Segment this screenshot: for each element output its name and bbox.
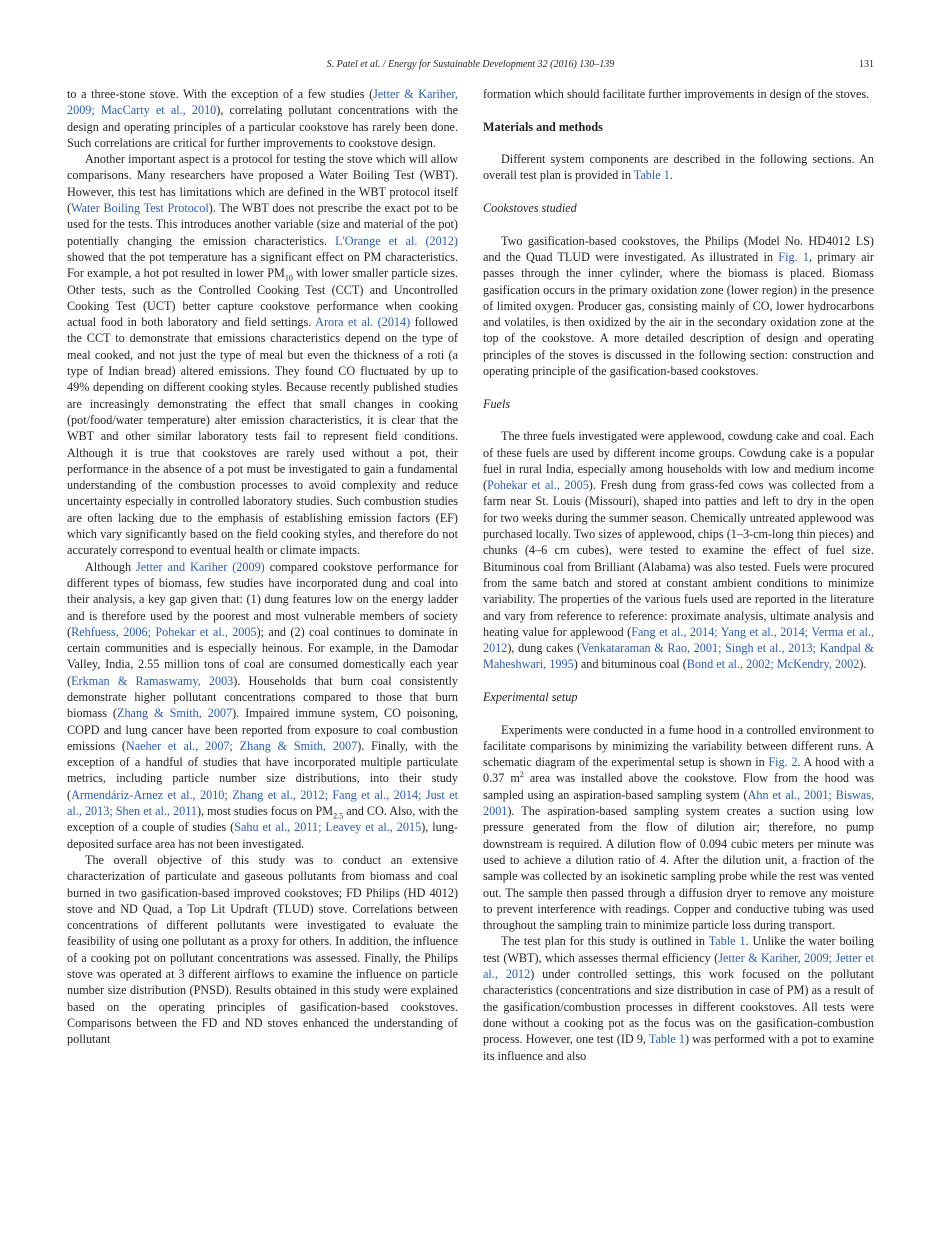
table-link[interactable]: Table 1 [648,1032,685,1047]
paragraph-intro-end: formation which should facilitate further improvements in design of the stoves. [483,87,870,101]
citation-link[interactable]: Jetter and Kariher (2009) [136,559,265,574]
subsection-heading-setup: Experimental setup [483,689,578,704]
citation-link[interactable]: Ahn et al., 2001; Biswas, 2001 [483,787,874,819]
paragraph-test-protocol: Another important aspect is a protocol for testing the stove which will allow comparisons. Many researchers have proposed a Water Boiling Test (WBT). However, this test has limitations which are defined in the WBT protocol itself (Water Boiling Test Protocol). The WBT does not prescribe the exact pot to be used for the tests. This introduces another variable (size and material of the pot) potentially changing the emission characteristics. L'Orange et al. (2012) showed that the pot temperature has a significant effect on PM characteristics. For example, a hot pot resulted in lower $PM_{10}$ with lower smaller particle sizes. Other tests, such as the Controlled Cooking Test (CCT) and Uncontrolled Cooking Test (UCT) better capture cookstove performance when cooking actual food in both laboratory and field settings. Arora et al. (2014) followed the CCT to demonstrate that emissions characteristics depend on the type of meal cooked, and not just the type of meal but even the thickness of a roti (a type of Indian bread) altered emissions. They found CO fluctuated by up to 49% depending on different cooking styles. Because recently published studies are increasingly demonstrating the effect that small changes in cooking (pot/food/water temperature) alter emission characteristics, it is clear that the WBT and other similar laboratory tests fail to represent field conditions. Although it is true that cookstoves are rarely used without a pot, their performance in the absence of a pot must be investigated to gain a fundamental understanding of the combustion processes to avoid complexity and reduce uncertainty especially in controlled laboratory studies. Such combustion studies are often lacking due to the emphasis of establishing emission factors (EF) which vary significantly based on the field cooking styles, and therefore do not accurately correspond to eventual health or climate impacts. [67,152,458,558]
citation-link[interactable]: Water Boiling Test Protocol [71,201,209,216]
citation-link[interactable]: Jetter & Kariher, 2009; MacCarty et al., 2010 [67,87,458,118]
citation-link[interactable]: Jetter & Kariher, 2009; Jetter et al., 2012 [483,950,874,982]
citation-link[interactable]: Rehfuess, 2006; Pohekar et al., 2005 [71,624,257,639]
right-column [483,86,874,1064]
section-heading-methods: Materials and methods [483,119,603,134]
citation-link[interactable]: L'Orange et al. (2012) [335,233,458,248]
figure-link[interactable]: Fig. 1 [778,249,809,264]
citation-link[interactable]: Fang et al., 2014; Yang et al., 2014; Verma et al., 2012 [483,624,874,656]
table-link[interactable]: Table 1 [708,934,746,949]
citation-link[interactable]: Zhang & Smith, 2007 [117,706,233,721]
paragraph-fuels: The three fuels investigated were applewood, cowdung cake and coal. Each of these fuels are used by different income groups. Cowdung cake is a popular fuel in rural India, especially among households with low and medium income (Pohekar et al., 2005). Fresh dung from grass-fed cows was collected from a farm near St. Louis (Missouri), shaped into patties and left to dry in the open for two weeks during the summer season. Chemically untreated applewood was purchased locally. Two sizes of applewood, chips (1–3-cm-long thin pieces) and chunks (4–6 cm cubes), were tested to examine the effect of fuel size. Bituminous coal from Brilliant (Alabama) was also tested. Fuels were procured from the same batch and stored at constant ambient conditions to minimize variability. The properties of the various fuels used are reported in the literature and vary from reference to reference: proximate analysis, ultimate analysis and heating value for applewood (Fang et al., 2014; Yang et al., 2014; Verma et al., 2012), dung cakes (Venkataraman & Rao, 2001; Singh et al., 2013; Kandpal & Maheshwari, 1995) and bituminous coal (Bond et al., 2002; McKendry, 2002). [483,429,875,672]
citation-link[interactable]: Naeher et al., 2007; Zhang & Smith, 2007 [125,738,358,753]
figure-link[interactable]: Fig. 2 [768,755,798,770]
paragraph-fuel-gap: Although Jetter and Kariher (2009) compared cookstove performance for different types of biomass, few studies have incorporated dung and coal into their analysis, a key gap given that: (1) dung features low on the energy ladder and is therefore used by the poorest and most vulnerable members of society (Rehfuess, 2006; Pohekar et al., 2005); and (2) coal continues to dominate in certain communities and is especially heinous. For example, in the Damodar Valley, India, 2.55 million tons of coal are consumed domestically each year (Erkman & Ramaswamy, 2003). Households that burn coal consistently demonstrate higher pollutant concentrations compared to those that burn biomass (Zhang & Smith, 2007). Impaired immune system, CO poisoning, COPD and lung cancer have been reported from exposure to coal combustion emissions (Naeher et al., 2007; Zhang & Smith, 2007). Finally, with the exception of a handful of studies that have incorporated multiple particulate metrics, including particle number size distributions, into their study (Armendáriz-Arnez et al., 2010; Zhang et al., 2012; Fang et al., 2014; Just et al., 2013; Shen et al., 2011), most studies focus on $PM_{2.5}$ and CO. Also, with the exception of a couple of studies (Sahu et al., 2011; Leavey et al., 2015), lung-deposited surface area has not been investigated. [67,559,459,851]
paragraph-test-plan: The test plan for this study is outlined in Table 1. Unlike the water boiling test (WBT), which assesses thermal efficiency (Jetter & Kariher, 2009; Jetter et al., 2012) under controlled settings, this work focused on the pollutant characteristics (concentrations and size distribution in case of PM) as a result of the gasification/combustion processes in different cookstoves. All tests were done without a cooking pot as the focus was on the gasification-combustion process. However, one test (ID 9, Table 1) was performed with a pot to examine its influence and also [483,934,874,1063]
citation-link[interactable]: Pohekar et al., 2005 [487,478,589,493]
subsection-heading-cookstoves: Cookstoves studied [483,201,577,216]
citation-link[interactable]: Erkman & Ramaswamy, 2003 [71,673,234,688]
citation-link[interactable]: Armendáriz-Arnez et al., 2010; Zhang et al., 2012; Fang et al., 2014; Just et al., 2013; Shen et al., 2011 [67,787,458,819]
running-head: S. Patel et al. / Energy for Sustainable Development 32 (2016) 130–139 [326,59,615,70]
paragraph-cookstoves: Two gasification-based cookstoves, the Philips (Model No. HD4012 LS) and the Quad TLUD were investigated. As illustrated in Fig. 1, primary air passes through the inner cylinder, where the biomass is placed. Biomass gasification occurs in the primary oxidation zone (lower region) in the presence of limited oxygen. Producer gas, consisting mainly of CO, lower hydrocarbons and volatiles, is then oxidized by the air in the secondary oxidation zone at the top of the cookstove. A more detailed description of design and operating principles of the stoves is discussed in the following section: construction and operating principle of the gasification-based cookstoves. [483,233,874,379]
citation-link[interactable]: Arora et al. (2014) [315,315,411,330]
citation-link[interactable]: Bond et al., 2002; McKendry, 2002 [686,657,860,672]
citation-link[interactable]: Venkataraman & Rao, 2001; Singh et al., 2013; Kandpal & Maheshwari, 1995 [483,641,875,672]
paragraph-intro-continued: to a three-stone stove. With the exception of a few studies (Jetter & Kariher, 2009; MacCarty et al., 2010), correlating pollutant concentrations with the design and operating principles of a particular cookstove has rarely been done. Such correlations are critical for further improvements to cookstove design. [67,87,458,150]
subsection-heading-fuels: Fuels [483,396,511,411]
paragraph-setup: Experiments were conducted in a fume hood in a controlled environment to facilitate comparisons by minimizing the variability between different runs. A schematic diagram of the experimental setup is shown in Fig. 2. A hood with a 0.37 $m^2$ area was installed above the cookstove. Flow from the hood was sampled using an aspiration-based sampling system (Ahn et al., 2001; Biswas, 2001). The aspiration-based sampling system creates a suction using low pressure generated from the flow of dilution air; therefore, no pump downstream is required. A dilution flow of 0.094 cubic meters per minute was used to achieve a dilution ratio of 4. After the dilution unit, a fraction of the sample was collected by an isokinetic sampling probe while the rest was vented out. The sample then passed through a diffusion dryer to remove any moisture to prevent interference with readings. Copper and conductive tubing was used throughout the sampling train to minimize particle loss during transport. [483,722,874,933]
page-header [67,57,874,73]
table-link[interactable]: Table 1 [633,168,670,183]
paragraph-methods: Different system components are described in the following sections. An overall test plan is provided in Table 1. [483,152,874,183]
citation-link[interactable]: Sahu et al., 2011; Leavey et al., 2015 [234,820,422,835]
page-number: 131 [859,59,874,70]
left-column [67,86,458,1048]
paragraph-objective: The overall objective of this study was to conduct an extensive characterization of particulate and gaseous pollutants from biomass and coal burned in two gasification-based improved cookstoves; FD Philips (HD 4012) stove and ND Quad, a Top Lit Updraft (TLUD) stove. Correlations between concentrations of different pollutants were investigated to evaluate the feasibility of using one pollutant as a proxy for others. In addition, the influence of a cooking pot on pollutant concentrations was assessed. Finally, the Philips stove was operated at 3 different airflows to examine the influence on particle number size distribution (PNSD). Results obtained in this study were explained based on the operating principles of gasification-based cookstoves. Comparisons between the FD and ND stoves enhanced the understanding of pollutant [67,852,458,1047]
